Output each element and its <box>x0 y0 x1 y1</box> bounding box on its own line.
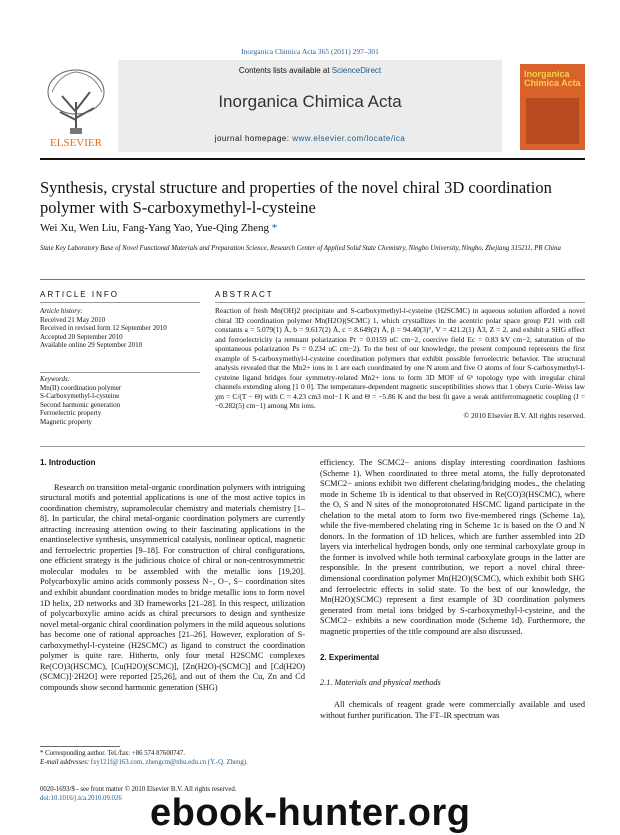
divider <box>40 279 585 280</box>
cover-title: Inorganica Chimica Acta <box>524 69 581 88</box>
corresponding-author-note: * Corresponding author. Tel./fax: +86 574 87600747. <box>40 750 186 757</box>
divider <box>215 302 585 303</box>
history-item: Received in revised form 12 September 2010 <box>40 324 167 333</box>
section-heading: 2. Experimental <box>320 653 380 663</box>
section-heading: 1. Introduction <box>40 458 96 467</box>
affiliation: State Key Laboratory Base of Novel Functional Materials and Preparation Science, Research Center of Applied Solid State Chemistry, Ningbo University, Ningbo, Zhejiang 315211, PR China <box>40 245 561 252</box>
issn-line: 0020-1693/$ - see front matter © 2010 Elsevier B.V. All rights reserved. <box>40 786 237 793</box>
abstract-heading: ABSTRACT <box>215 290 274 299</box>
homepage-prefix: journal homepage: <box>214 134 293 143</box>
journal-banner <box>40 60 585 152</box>
divider <box>40 372 200 373</box>
sciencedirect-link[interactable]: ScienceDirect <box>331 66 382 75</box>
email-links[interactable]: fxy121f@163.com, zhengcm@nbu.edu.cn (Y.-Q. Zheng). <box>90 759 248 766</box>
keyword: Mn(II) coordination polymer <box>40 383 122 392</box>
author-list <box>40 222 277 234</box>
elsevier-wordmark: ELSEVIER <box>50 137 102 149</box>
history-item: Accepted 20 September 2010 <box>40 332 123 341</box>
article-info-heading: ARTICLE INFO <box>40 290 119 299</box>
journal-homepage <box>118 134 502 143</box>
footnote <box>40 749 310 767</box>
homepage-link[interactable]: www.elsevier.com/locate/ica <box>292 134 406 143</box>
keyword: S-Carboxymethyl-l-cysteine <box>40 392 120 401</box>
copyright: © 2010 Elsevier B.V. All rights reserved. <box>463 410 585 420</box>
article-title: Synthesis, crystal structure and properties of the novel chiral 3D coordination polymer with S-carboxymethyl-l-cysteine <box>40 178 552 217</box>
body-column-right <box>320 458 585 721</box>
contents-line <box>118 66 502 75</box>
watermark: ebook-hunter.org <box>150 792 471 834</box>
doi-link[interactable]: doi:10.1016/j.ica.2010.09.026 <box>40 795 122 802</box>
body-column-left <box>40 458 305 693</box>
keyword: Magnetic property <box>40 417 92 426</box>
abstract-body <box>215 306 585 420</box>
cover-image <box>526 98 579 144</box>
divider <box>40 302 200 303</box>
journal-cover-thumbnail[interactable] <box>520 64 585 150</box>
paragraph: efficiency. The SCMC2− anions display interesting coordination fashions (Scheme 1). When coordinated to three metal atoms, the fully deprotonated SCMC2− anions exhibit two different chelating/bridging modes., the chelating mode in Scheme 1b is identical to that observed in Re(CO)3(HSCMC), where the O, S and N sites of the monoprotonated HSCMC ligand participate in the chelation to the metal atom to form two five-membered rings (Scheme 1a), while the five-membered chelating ring in Scheme 1c is based on the O and N donors. In the formation of 1D helices, which are further assembled into 2D layers via interhelical hydrogen bonds, only one terminal carboxylate group in the former is involved while both terminal carboxylate groups in the latter are responsible. In the present contribution, we report a novel chiral three-dimensional coordination polymer Mn(H2O)(SCMC), which exhibit both SHG and ferroelectric effects in solid state. To the best of our knowledge, the Mn(H2O)(SCMC) represent a first example of 3D coordination polymers generated from metal ions bridged by S-carboxymethyl-l-cysteine, and the SCMC2− exhibits a new coordination mode (Scheme 1d). Furthermore, the magnetic properties of the title compound are also discussed. <box>320 458 585 636</box>
history-item: Received 21 May 2010 <box>40 315 106 324</box>
journal-reference[interactable]: Inorganica Chimica Acta 365 (2011) 297–301 <box>241 47 379 56</box>
history-label: Article history: <box>40 307 83 315</box>
keyword: Second harmonic generation <box>40 400 121 409</box>
journal-masthead <box>118 60 502 152</box>
history-item: Available online 29 September 2010 <box>40 341 143 350</box>
keyword: Ferroelectric property <box>40 409 102 418</box>
journal-title: Inorganica Chimica Acta <box>218 92 402 111</box>
abstract-text: Reaction of fresh Mn(OH)2 precipitate and S-carboxymethyl-l-cysteine (H2SCMC) in aqueous solution afforded a novel chiral 3D coordination polymer Mn(H2O)(SCMC) 1, which crystallizes in the acentric polar space group P21 with cell constants a = 5.079(1) Å, b = 9.617(2) Å, c = 8.649(2) Å, β = 94.40(3)°, V = 421.2(1) Å3, Z = 2, and exhibit a SHG effect and ferroelectricity (a remnant polarization Pr = 0.0159 uC cm−2, coercive field Ec = 0.83 kV cm−2, saturation of the spontaneous polarization Ps = 0.234 uC cm−2). To the best of our knowledge, the present compound represents the first example of S-carboxymethyl-l-cysteine coordination polymers that exhibit possible ferroelectric behavior. The structural analysis revealed that the Mn2+ ions in 1 are each coordinated by one N atom and five O atoms of four S-carboxymethyl-l-cysteine ligand bridges four symmetry-related Mn2+ ions to form 3D MOF of 6⁶ topology type with irregular chiral channels extending along [1 0 0]. The temperature-dependent magnetic susceptibilities shows that 1 obeys Curie–Weiss law χm = C/(T − Θ) with C = 4.23 cm3 mol−1 K and Θ = −5.86 K and the best fit gave a weak antiferromagnetic coupling (J = −0.282(5) cm−1) among Mn ions. <box>215 306 585 410</box>
email-label: E-mail addresses: <box>40 759 91 766</box>
header-divider <box>40 158 585 160</box>
footnote-divider <box>40 746 120 747</box>
contents-prefix: Contents lists available at <box>238 66 332 75</box>
authors-text: Wei Xu, Wen Liu, Fang-Yang Yao, Yue-Qing Zheng <box>40 222 270 234</box>
subsection-heading: 2.1. Materials and physical methods <box>320 677 441 687</box>
divider <box>40 446 585 447</box>
corresponding-author-mark[interactable]: * <box>271 222 278 234</box>
article-history <box>40 307 200 350</box>
keywords-label: Keywords: <box>40 375 71 383</box>
paragraph: All chemicals of reagent grade were commercially available and used without further purification. The FT–IR spectrum was <box>320 700 585 720</box>
elsevier-logo[interactable] <box>40 62 112 150</box>
keywords <box>40 375 200 427</box>
paragraph: Research on transition metal-organic coordination polymers with intriguing structural motifs and potential applications is one of the most active topics in coordination chemistry, supramolecular chemistry and materials chemistry [1–8]. In particular, the chiral metal-organic coordination polymers are currently attracting increasing attention owing to their fascinating applications in the enantioselective synthesis, unsymmetrical catalysis, nonlinear optical, magnetic and ferroelectric properties [9–18]. For construction of chiral configurations, one efficient strategy is the judicious choice of chiral or non-centrosymmetric molecular modules to be assembled with the metallic ions [19,20]. Polycarboxylic amino acids commonly possess N−, O−, S− coordination sites and exhibit abundant coordination modes to bridge metallic ions to form novel 1D helix, 2D networks and 3D frameworks [21–28]. In this respect, utilization of polycarboxylic amino acids as chiral precursors to design and synthesize novel metal-organic chiral coordination polymers in the mild aqueous solutions has become one of rational approaches [21–26]. However, exploration of S-carboxymethyl-l-cysteine (H2SCMC) as ligand to construct the coordination polymer is quite rare. Hitherto, only four metal H2SCMC complexes Re(CO)3(HSCMC), [Cu(H2O)(SCMC)], [Zn(H2O)-(SCMC)] and [Cd(H2O)(SCMC)]·2H2O] were reported [25,26], and out of them the Cu, Zn and Cd compounds show second harmonic generation (SHG) <box>40 482 305 692</box>
